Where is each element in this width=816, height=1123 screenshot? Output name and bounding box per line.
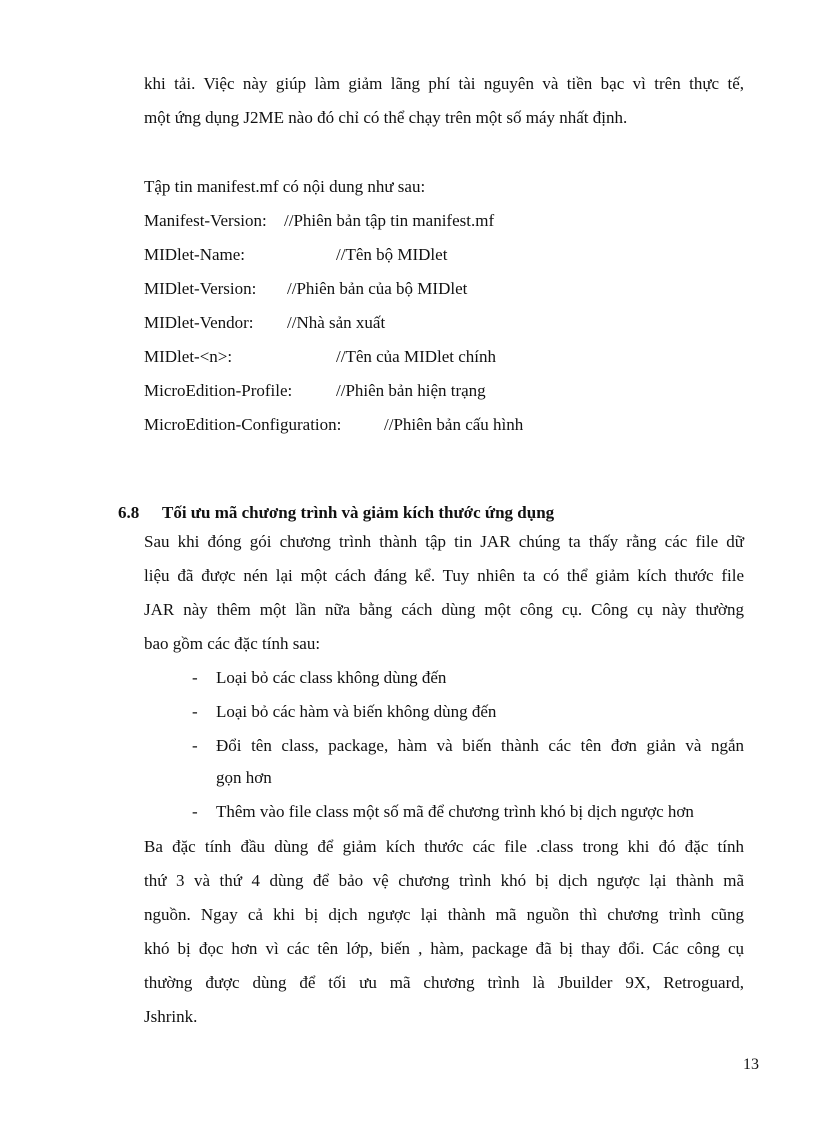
para1-line-4: bao gồm các đặc tính sau: xyxy=(144,634,321,653)
manifest-intro: Tập tin manifest.mf có nội dung như sau: xyxy=(144,177,426,196)
manifest-comment: //Phiên bản của bộ MIDlet xyxy=(287,279,468,298)
para1-line-3: JAR này thêm một lần nữa bằng cách dùng một công cụ. Công cụ này thường xyxy=(144,600,744,619)
para2-line-6: Jshrink. xyxy=(144,1007,198,1026)
manifest-key: MicroEdition-Configuration: xyxy=(144,415,342,434)
page-number: 13 xyxy=(743,1056,759,1073)
para2-line-2: thứ 3 và thứ 4 dùng để bảo vệ chương trình khó bị dịch ngược lại thành mã xyxy=(144,871,744,890)
bullet-item: Thêm vào file class một số mã để chương trình khó bị dịch ngược hơn xyxy=(216,802,694,821)
para2-line-5: thường được dùng để tối ưu mã chương trình là Jbuilder 9X, Retroguard, xyxy=(144,973,744,992)
para1-line-1: Sau khi đóng gói chương trình thành tập tin JAR chúng ta thấy rằng các file dữ xyxy=(144,532,744,551)
bullet-dash: - xyxy=(192,736,198,755)
manifest-key: MicroEdition-Profile: xyxy=(144,381,293,400)
manifest-comment: //Phiên bản hiện trạng xyxy=(336,381,486,400)
manifest-comment: //Tên của MIDlet chính xyxy=(336,347,497,366)
bullet-dash: - xyxy=(192,802,198,821)
para2-line-4: khó bị đọc hơn vì các tên lớp, biến , hàm, package đã bị thay đổi. Các công cụ xyxy=(144,939,744,958)
bullet-dash: - xyxy=(192,668,198,687)
manifest-key: MIDlet-<n>: xyxy=(144,347,233,366)
manifest-entry xyxy=(144,347,704,367)
manifest-comment: //Phiên bản cấu hình xyxy=(384,415,524,434)
bullet-item: Loại bỏ các class không dùng đến xyxy=(216,668,447,687)
para1-line-2: liệu đã được nén lại một cách đáng kể. Tuy nhiên ta có thể giảm kích thước file xyxy=(144,566,744,585)
para2-line-3: nguồn. Ngay cả khi bị dịch ngược lại thành mã nguồn thì chương trình cũng xyxy=(144,905,744,924)
manifest-entry xyxy=(144,381,704,401)
para2-line-1: Ba đặc tính đầu dùng để giảm kích thước các file .class trong khi đó đặc tính xyxy=(144,837,744,856)
section-title: Tối ưu mã chương trình và giảm kích thước ứng dụng xyxy=(162,503,555,522)
manifest-comment: //Phiên bản tập tin manifest.mf xyxy=(284,211,495,230)
intro-line-1: khi tải. Việc này giúp làm giảm lãng phí tài nguyên và tiền bạc vì trên thực tế, xyxy=(144,74,744,93)
manifest-entry xyxy=(144,415,704,435)
intro-line-2: một ứng dụng J2ME nào đó chỉ có thể chạy trên một số máy nhất định. xyxy=(144,108,628,127)
manifest-entry xyxy=(144,211,704,231)
section-number: 6.8 xyxy=(118,503,140,522)
bullet-item: Đổi tên class, package, hàm và biến thành các tên đơn giản và ngắn xyxy=(216,736,744,755)
manifest-comment: //Tên bộ MIDlet xyxy=(336,245,448,264)
manifest-entry xyxy=(144,245,704,265)
manifest-key: MIDlet-Name: xyxy=(144,245,246,264)
manifest-key: MIDlet-Version: xyxy=(144,279,257,298)
bullet-item: Loại bỏ các hàm và biến không dùng đến xyxy=(216,702,497,721)
bullet-item-continued: gọn hơn xyxy=(216,768,272,787)
manifest-entry xyxy=(144,279,704,299)
manifest-comment: //Nhà sản xuất xyxy=(287,313,386,332)
bullet-dash: - xyxy=(192,702,198,721)
manifest-key: Manifest-Version: xyxy=(144,211,267,230)
manifest-key: MIDlet-Vendor: xyxy=(144,313,254,332)
manifest-entry xyxy=(144,313,704,333)
